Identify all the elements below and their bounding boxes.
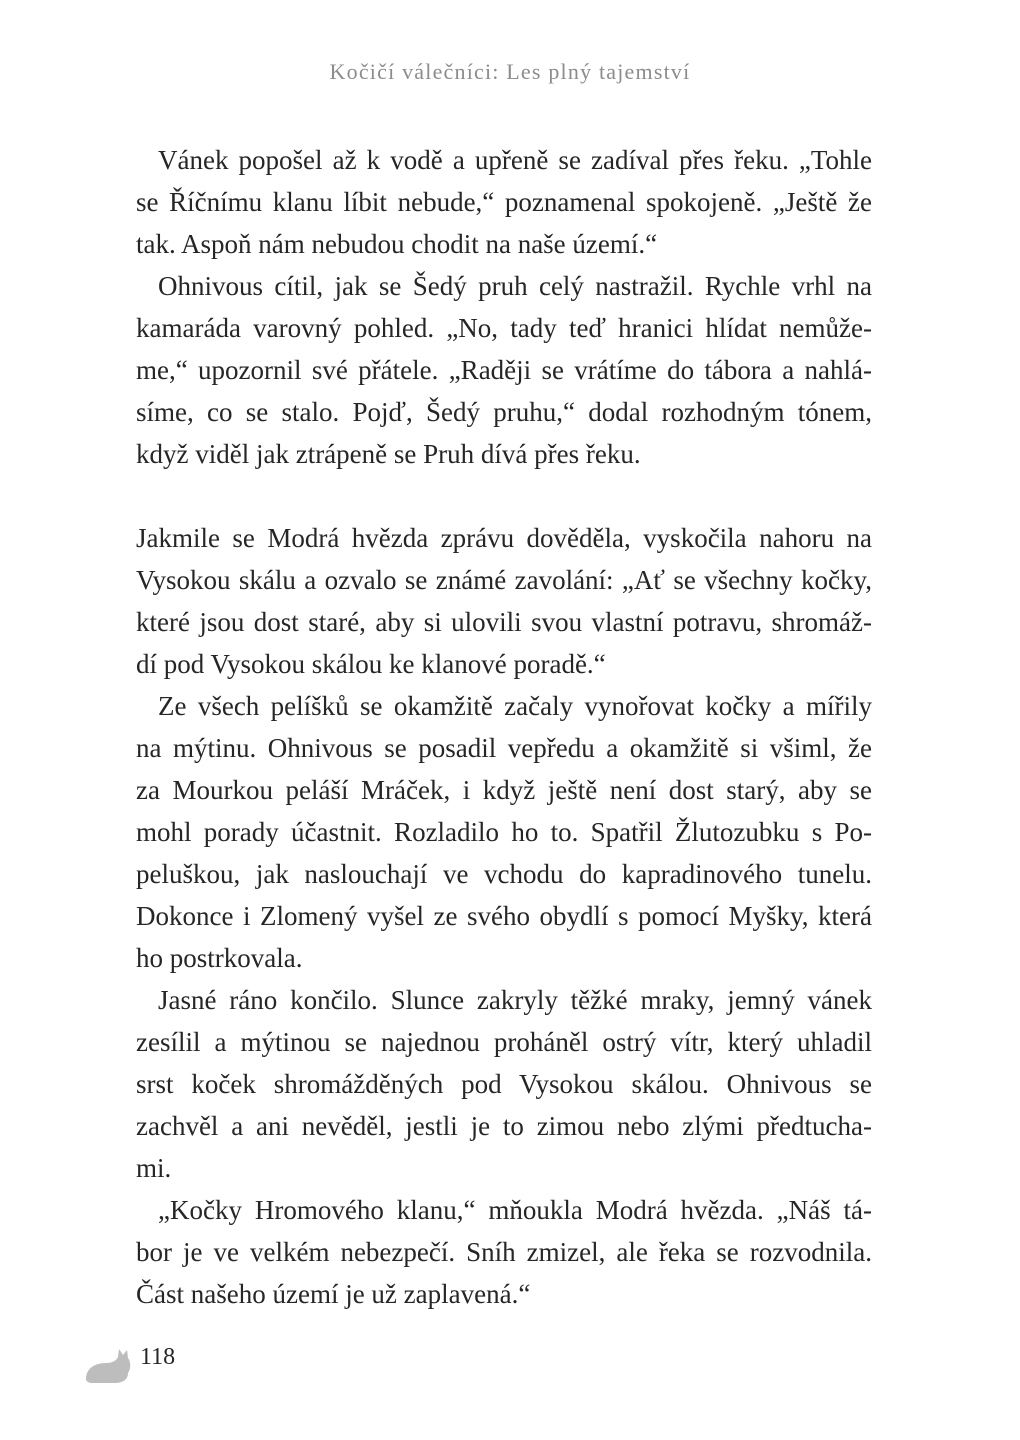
text-line: me,“ upozornil své přátele. „Raději se vrátíme do tábora a nahlá- [136,355,872,385]
paragraph [136,265,872,475]
text-line: kamaráda varovný pohled. „No, tady teď hranici hlídat nemůže- [136,313,872,343]
text-line: síme, co se stalo. Pojď, Šedý pruhu,“ dodal rozhodným tónem, [136,397,872,427]
text-line: Vánek popošel až k vodě a upřeně se zadíval přes řeku. „Tohle [158,145,872,175]
text-line: mohl porady účastnit. Rozladilo ho to. Spatřil Žlutozubku s Po- [136,817,872,847]
text-line: tak. Aspoň nám nebudou chodit na naše území.“ [136,229,658,259]
text-line: Část našeho území je už zaplavená.“ [136,1279,531,1309]
text-line: zesílil a mýtinou se najednou proháněl ostrý vítr, který uhladil [136,1027,872,1057]
text-line: za Mourkou peláší Mráček, i když ještě není dost starý, aby se [136,775,872,805]
paragraph [136,139,872,265]
text-line: které jsou dost staré, aby si ulovili svou vlastní potravu, shromáž- [136,607,872,637]
text-line: když viděl jak ztrápeně se Pruh dívá přes řeku. [136,439,641,469]
text-line: zachvěl a ani nevěděl, jestli je to zimou nebo zlými předtucha- [136,1111,872,1141]
cat-silhouette-icon [84,1345,132,1385]
page-number: 118 [140,1344,176,1370]
paragraph [136,685,872,979]
text-line: se Říčnímu klanu líbit nebude,“ poznamenal spokojeně. „Ještě že [136,187,872,217]
text-line: „Kočky Hromového klanu,“ mňoukla Modrá hvězda. „Náš tá- [158,1195,872,1225]
text-line: Ze všech pelíšků se okamžitě začaly vynořovat kočky a mířily [158,691,872,721]
text-line: Ohnivous cítil, jak se Šedý pruh celý nastražil. Rychle vrhl na [158,271,872,301]
text-line: bor je ve velkém nebezpečí. Sníh zmizel, ale řeka se rozvodnila. [136,1237,872,1267]
text-line: na mýtinu. Ohnivous se posadil vepředu a okamžitě si všiml, že [136,733,872,763]
running-header: Kočičí válečníci: Les plný tajemství [329,59,691,84]
text-line: srst koček shromážděných pod Vysokou skálou. Ohnivous se [136,1069,872,1099]
text-line: Jakmile se Modrá hvězda zprávu dověděla, vyskočila nahoru na [136,523,872,553]
text-line: dí pod Vysokou skálou ke klanové poradě.“ [136,649,606,679]
text-line: ho postrkovala. [136,943,303,973]
text-line: Jasné ráno končilo. Slunce zakryly těžké mraky, jemný vánek [158,985,872,1015]
body-text [136,139,872,1315]
text-line: Dokonce i Zlomený vyšel ze svého obydlí s pomocí Myšky, která [136,901,872,931]
text-line: Vysokou skálu a ozvalo se známé zavolání: „Ať se všechny kočky, [136,565,872,595]
paragraph [136,979,872,1189]
text-line: peluškou, jak naslouchají ve vchodu do kapradinového tunelu. [136,859,872,889]
text-line: mi. [136,1153,172,1183]
paragraph [136,1189,872,1315]
paragraph [136,517,872,685]
